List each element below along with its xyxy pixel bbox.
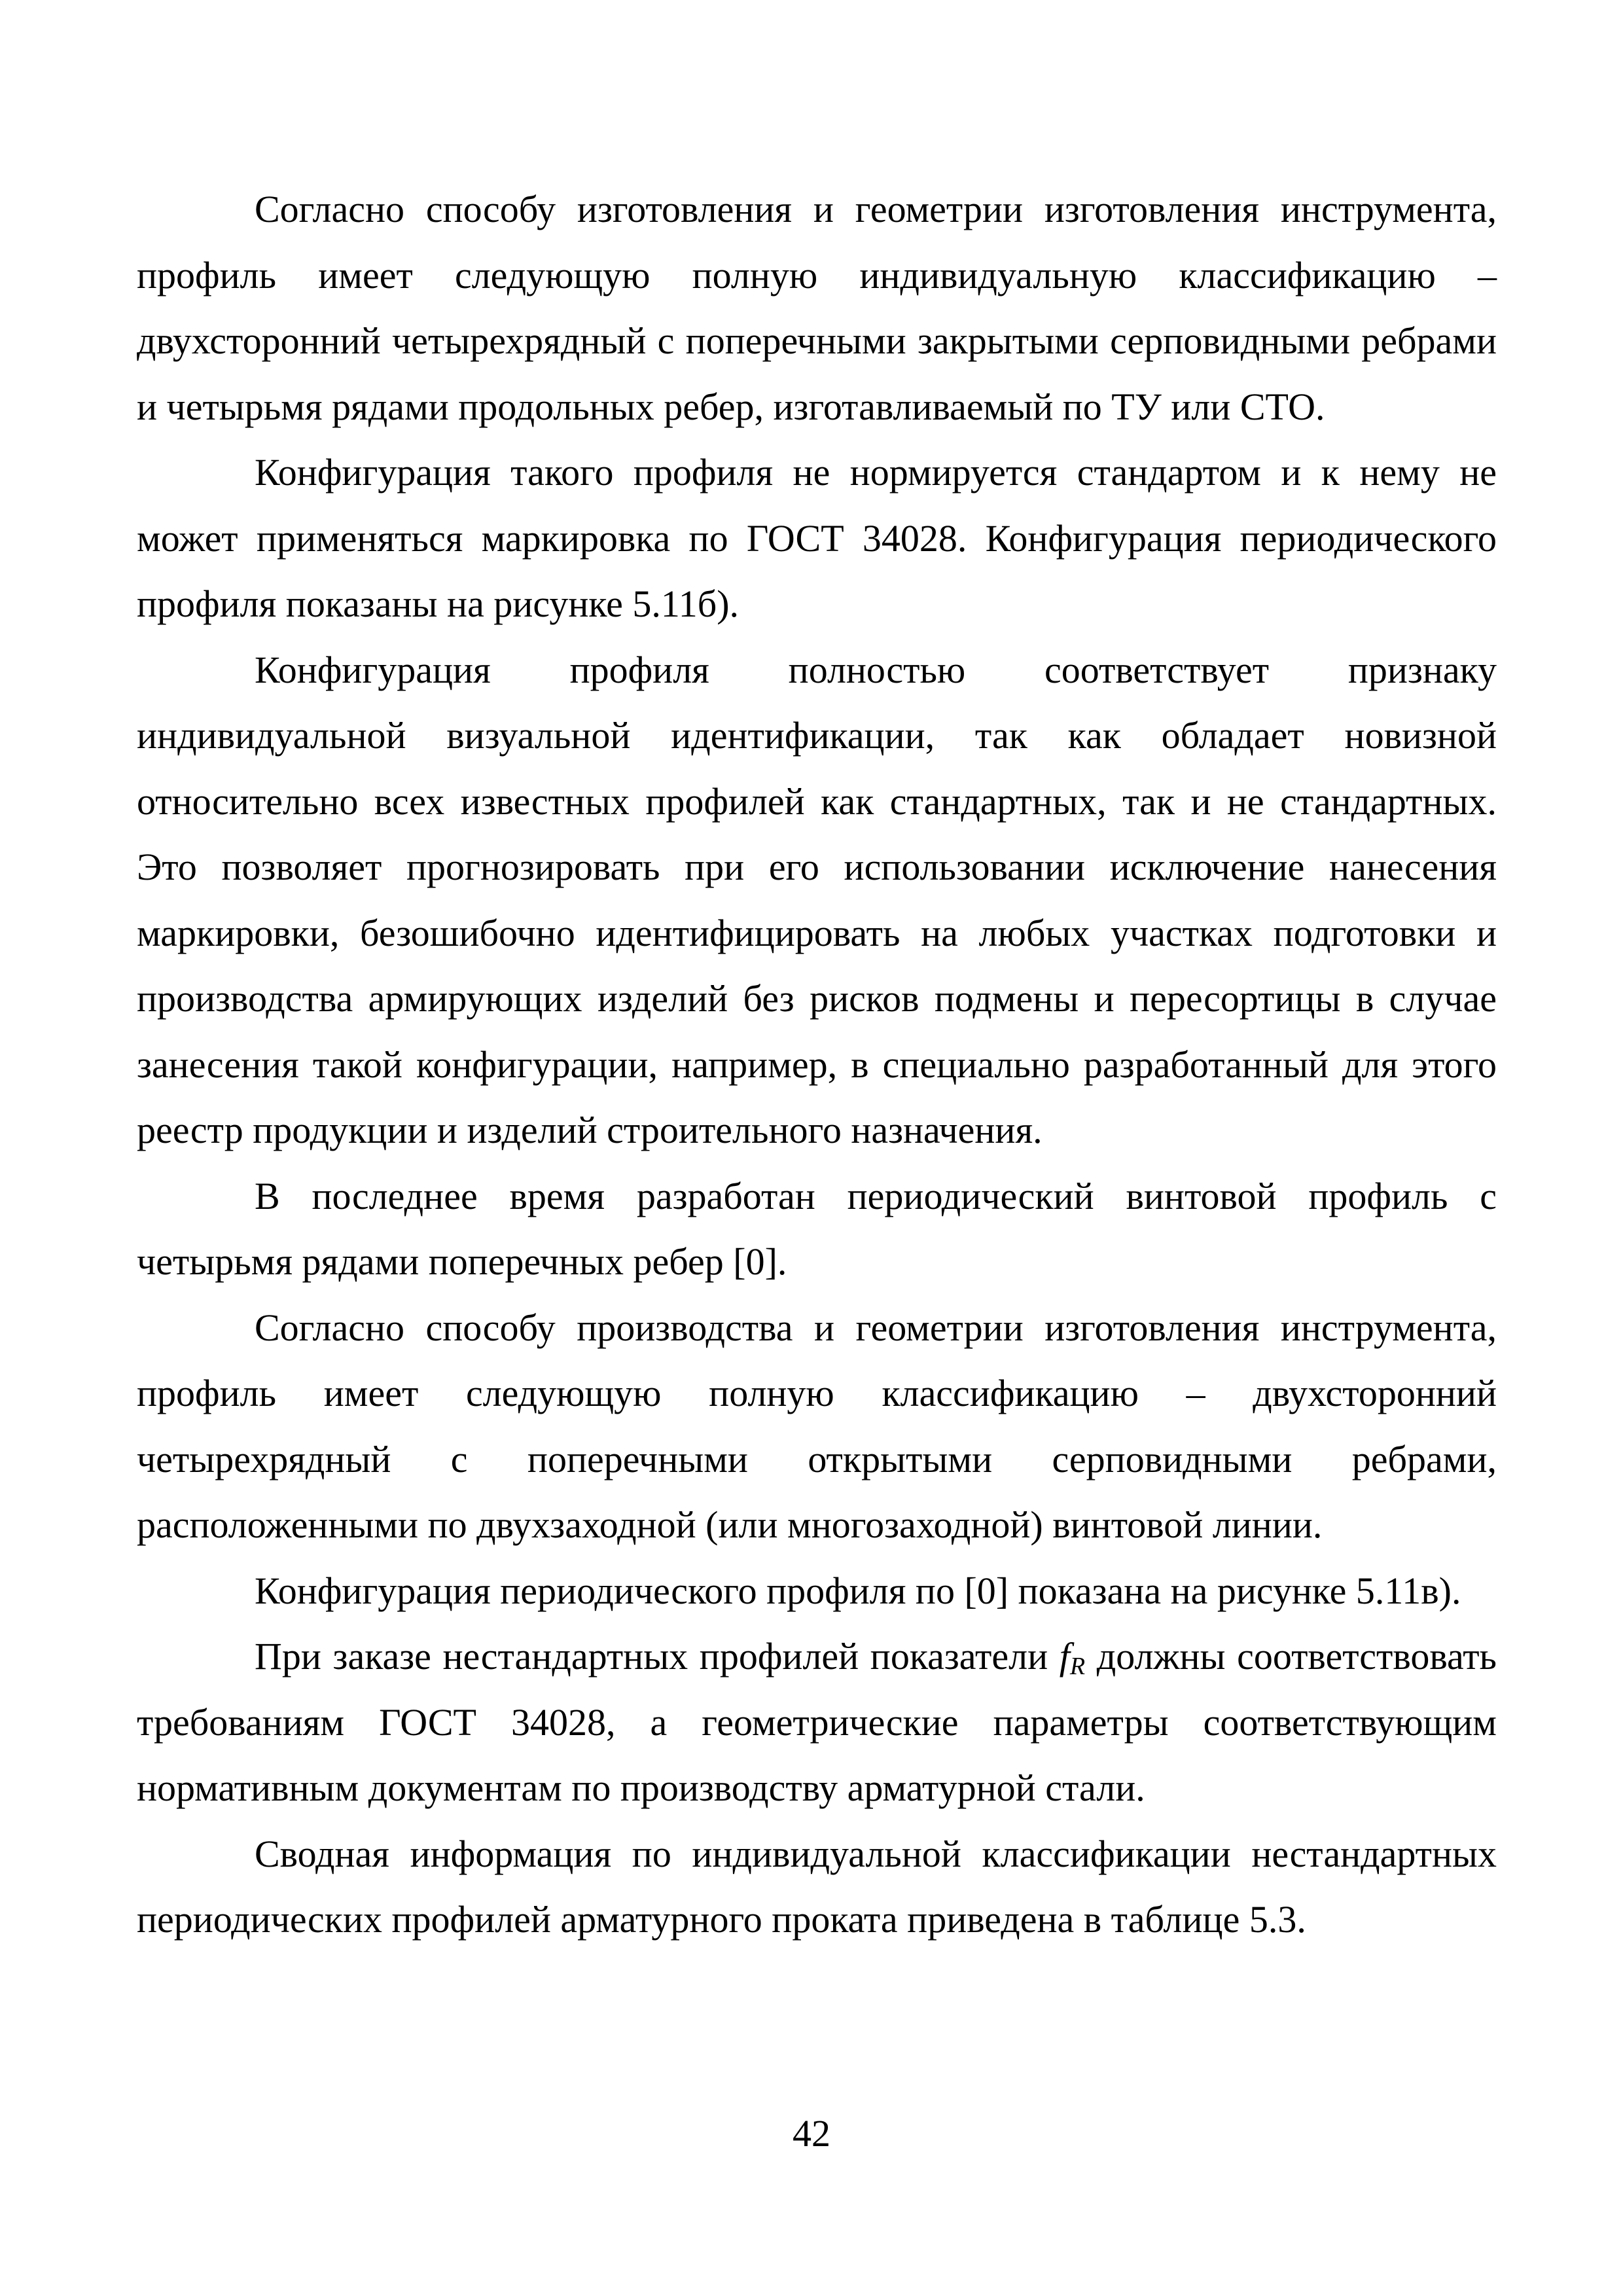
- paragraph-order-requirements: [137, 1624, 1497, 1821]
- paragraph-classification: Согласно способу изготовления и геометрии изготовления инструмента, профиль имеет следующую полную индивидуальную классификацию – двухсторонний четырехрядный с поперечными закрытыми серповидными ребрами и четырьмя рядами продольных ребер, изготавливаемый по ТУ или СТО.: [137, 188, 1497, 428]
- paragraph-configuration: Конфигурация такого профиля не нормируется стандартом и к нему не может применяться маркировка по ГОСТ 34028. Конфигурация периодического профиля показаны на рисунке 5.11б).: [137, 451, 1497, 625]
- paragraph-figure-reference: Конфигурация периодического профиля по [0] показана на рисунке 5.11в).: [255, 1569, 1461, 1612]
- body-text: [137, 177, 1497, 1953]
- fr-symbol: $f_R$: [1059, 1635, 1086, 1680]
- paragraph-identification: Конфигурация профиля полностью соответствует признаку индивидуальной визуальной идентификации, так как обладает новизной относительно всех известных профилей как стандартных, так и не стандартных. Это позволяет прогнозировать при его использовании исключение нанесения маркировки, безошибочно идентифицировать на любых участках подготовки и производства армирующих изделий без рисков подмены и пересортицы в случае занесения такой конфигурации, например, в специально разработанный для этого реестр продукции и изделий строительного назначения.: [137, 648, 1497, 1151]
- paragraph-screw-profile: В последнее время разработан периодический винтовой профиль с четырьмя рядами поперечных ребер [0].: [137, 1174, 1497, 1283]
- fr-text-before: При заказе нестандартных профилей показатели: [255, 1635, 1060, 1677]
- paragraph-production-classification: Согласно способу производства и геометрии изготовления инструмента, профиль имеет следующую полную классификацию – двухсторонний четырехрядный с поперечными открытыми серповидными ребрами, расположенными по двухзаходной (или многозаходной) винтовой линии.: [137, 1306, 1497, 1546]
- paragraph-summary: Сводная информация по индивидуальной классификации нестандартных периодических профилей арматурного проката приведена в таблице 5.3.: [137, 1832, 1497, 1941]
- fr-text-after: должны соответствовать требованиям ГОСТ 34028, а геометрические параметры соответствующим нормативным документам по производству арматурной стали.: [137, 1635, 1497, 1809]
- page-number: 42: [793, 2112, 830, 2155]
